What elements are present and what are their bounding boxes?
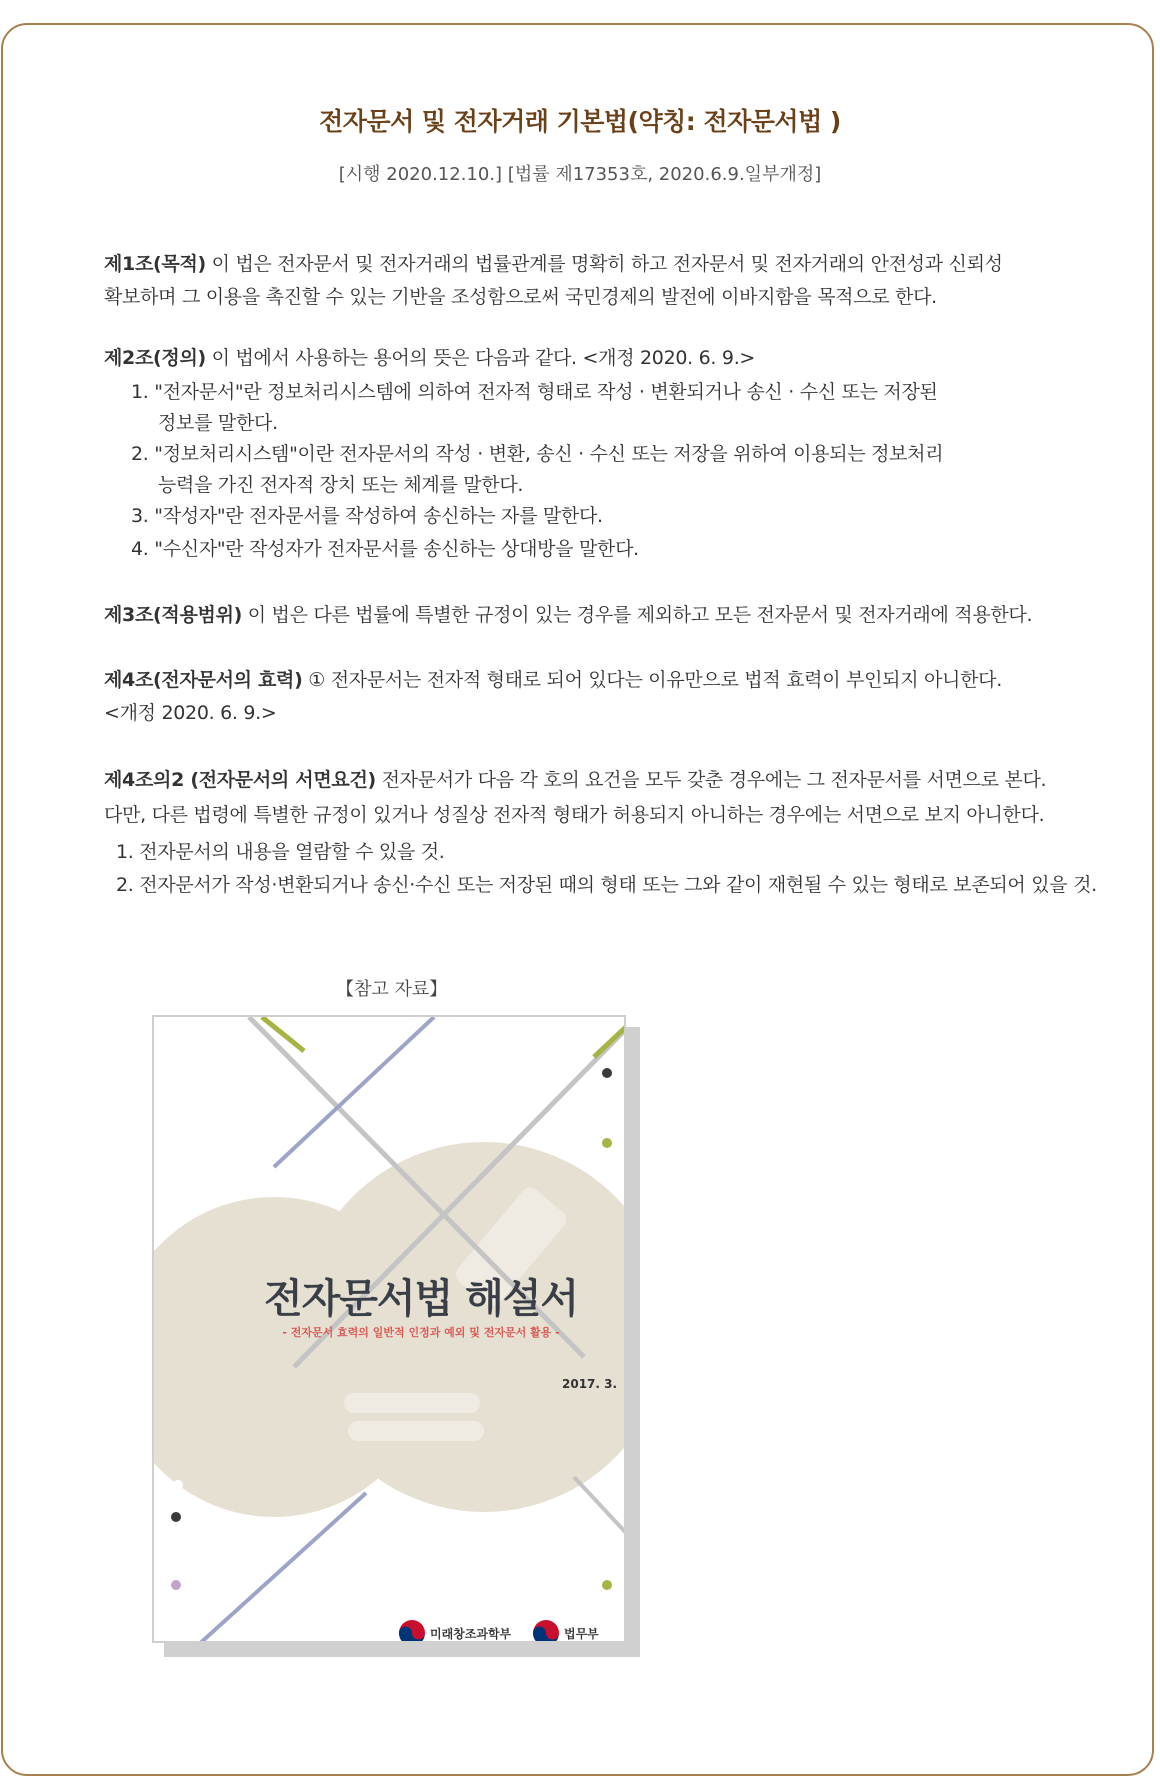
article-4-2 (104, 764, 1046, 832)
article-2-heading: 제2조(정의) (104, 347, 206, 369)
article-2-item-2-line-2: 능력을 가진 전자적 장치 또는 체계를 말한다. (158, 474, 524, 496)
article-1-text: 이 법은 전자문서 및 전자거래의 법률관계를 명확히 하고 전자문서 및 전자거래의 안전성과 신뢰성 (205, 253, 1003, 275)
article-4-2-text-2: 다만, 다른 법령에 특별한 규정이 있거나 성질상 전자적 형태가 허용되지 아니하는 경우에는 서면으로 보지 아니한다. (104, 804, 1045, 826)
reference-cover-image (152, 1015, 638, 1655)
article-2 (104, 342, 755, 375)
reference-caption: 【참고 자료】 (336, 979, 448, 1000)
taegeuk-emblem-icon (399, 1620, 425, 1643)
cover-date: 2017. 3. (562, 1377, 618, 1391)
article-4-2-item-2: 2. 전자문서가 작성·변환되거나 송신·수신 또는 저장된 때의 형태 또는 그와 같이 재현될 수 있는 형태로 보존되어 있을 것. (116, 874, 1097, 896)
article-4-2-item-1: 1. 전자문서의 내용을 열람할 수 있을 것. (116, 841, 445, 863)
page-title: 전자문서 및 전자거래 기본법(약칭: 전자문서법 ) (319, 107, 841, 136)
cover-title: 전자문서법 해설서 (263, 1276, 579, 1322)
article-1-heading: 제1조(목적) (104, 253, 206, 275)
article-4-heading: 제4조(전자문서의 효력) (104, 669, 303, 691)
article-2-item-2 (131, 439, 943, 501)
article-4 (104, 664, 1002, 730)
ministry-name-2: 법무부 (564, 1627, 599, 1641)
cover (152, 1015, 626, 1643)
article-4-text: ① 전자문서는 전자적 형태로 되어 있다는 이유만으로 법적 효력이 부인되지 아니한다. (302, 669, 1002, 691)
article-2-item-4: 4. "수신자"란 작성자가 전자문서를 송신하는 상대방을 말한다. (131, 538, 639, 560)
ministry-name-1: 미래창조과학부 (430, 1627, 512, 1641)
article-2-item-1-line-2: 정보를 말한다. (158, 412, 278, 434)
article-2-item-2-line-1: 2. "정보처리시스템"이란 전자문서의 작성 · 변환, 송신 · 수신 또는 저장을 위하여 이용되는 정보처리 (131, 443, 944, 465)
article-4-2-text: 전자문서가 다음 각 호의 요건을 모두 갖춘 경우에는 그 전자문서를 서면으로 본다. (375, 769, 1047, 791)
article-2-item-1 (131, 377, 938, 439)
article-1-text-2: 확보하며 그 이용을 촉진할 수 있는 기반을 조성함으로써 국민경제의 발전에 이바지함을 목적으로 한다. (104, 286, 937, 308)
article-3 (104, 599, 1032, 632)
enforcement-info: [시행 2020.12.10.] [법률 제17353호, 2020.6.9.일부개정] (338, 164, 822, 185)
cover-subtitle: - 전자문서 효력의 일반적 인정과 예외 및 전자문서 활용 - (282, 1326, 560, 1339)
article-2-item-3: 3. "작성자"란 전자문서를 작성하여 송신하는 자를 말한다. (131, 505, 603, 527)
article-1 (104, 248, 1003, 314)
article-4-2-heading: 제4조의2 (전자문서의 서면요건) (104, 769, 376, 791)
article-4-text-2: <개정 2020. 6. 9.> (104, 702, 277, 724)
article-3-text: 이 법은 다른 법률에 특별한 규정이 있는 경우를 제외하고 모든 전자문서 및 전자거래에 적용한다. (242, 604, 1033, 626)
article-2-text: 이 법에서 사용하는 용어의 뜻은 다음과 같다. <개정 2020. 6. 9.> (205, 347, 756, 369)
article-3-heading: 제3조(적용범위) (104, 604, 243, 626)
article-2-item-1-line-1: 1. "전자문서"란 정보처리시스템에 의하여 전자적 형태로 작성 · 변환되거나 송신 · 수신 또는 저장된 (131, 381, 938, 403)
